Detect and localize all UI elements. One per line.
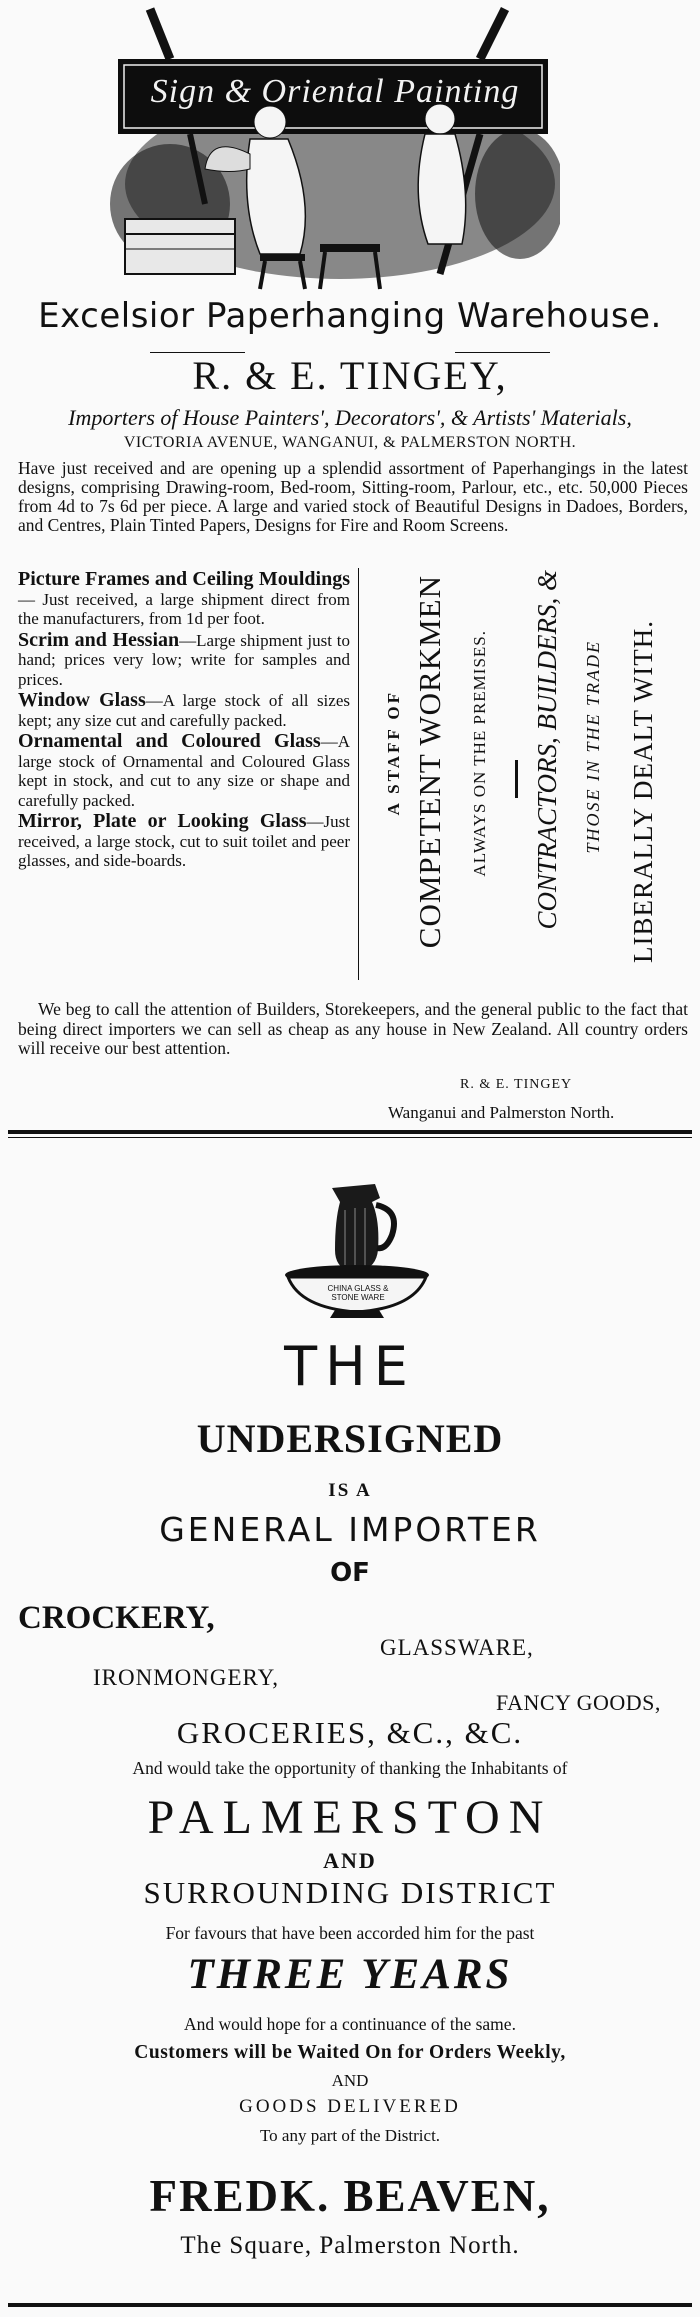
hope-line: And would hope for a continuance of the same. (184, 2014, 516, 2034)
headline: Excelsior Paperhanging Warehouse. (38, 296, 662, 336)
vertical-workmen: COMPETENT WORKMEN (412, 575, 447, 949)
item-text: —Large shipment just to hand; prices very low; write for samples and prices. (18, 630, 350, 689)
general-importer: GENERAL IMPORTER (159, 1510, 541, 1549)
thanking-line: And would take the opportunity of thanking the Inhabitants of (132, 1758, 568, 1778)
importers-line: Importers of House Painters', Decorators', & Artists' Materials, (68, 405, 632, 430)
signature: R. & E. TINGEY (460, 1077, 573, 1092)
item-title: Scrim and Hessian (18, 628, 180, 651)
item (18, 812, 350, 871)
item-title: Picture Frames and Ceiling Mouldings (18, 568, 350, 590)
vertical-contractors: CONTRACTORS, BUILDERS, & (532, 570, 562, 930)
customers-line: Customers will be Waited On for Orders Weekly, (134, 2042, 566, 2063)
the: THE (284, 1335, 416, 1398)
signature-place: Wanganui and Palmerston North. (388, 1103, 615, 1122)
fancy-goods: FANCY GOODS, (496, 1690, 661, 1715)
bottom-divider (8, 2303, 692, 2307)
surrounding-district: SURROUNDING DISTRICT (143, 1875, 557, 1910)
firm-name: R. & E. TINGEY, (192, 353, 508, 398)
favours-line: For favours that have been accorded him for the past (165, 1923, 535, 1943)
glassware: GLASSWARE, (380, 1635, 534, 1660)
goods-delivered: GOODS DELIVERED (239, 2096, 461, 2117)
item (18, 570, 350, 629)
vertical-premises: ALWAYS ON THE PREMISES. (470, 630, 489, 877)
merchant-location: The Square, Palmerston North. (180, 2232, 520, 2259)
signboard-text: Sign & Oriental Painting (150, 73, 520, 110)
and: AND (323, 1848, 377, 1873)
undersigned: UNDERSIGNED (196, 1416, 504, 1461)
divider-thick (8, 1130, 692, 1134)
is-a: IS A (328, 1480, 372, 1501)
item-title: Window Glass (18, 689, 146, 711)
footer-paragraph: We beg to call the attention of Builders, Storekeepers, and the general public to the fact that being direct importers we can sell as cheap as any house in New Zealand. All country orders will receive our best attention. (18, 999, 688, 1058)
item-text: — Just received, a large shipment direct from the manufacturers, from 1d per foot. (18, 589, 350, 628)
item-title: Ornamental and Coloured Glass (18, 730, 321, 752)
sign-painting-engraving (110, 4, 560, 294)
divider-thin (8, 1137, 692, 1138)
of: OF (330, 1558, 370, 1588)
and-2: AND (331, 2071, 369, 2090)
three-years: THREE YEARS (187, 1951, 513, 1998)
vertical-trade: THOSE IN THE TRADE (583, 640, 603, 854)
item (18, 628, 350, 690)
column-divider (358, 568, 359, 980)
vertical-liberally: LIBERALLY DEALT WITH. (628, 620, 658, 964)
item-text: —A large stock of Ornamental and Coloured Glass kept in stock, and cut to any size or shape and carefully packed. (18, 732, 350, 810)
basin-label: CHINA GLASS & STONE WARE (327, 1284, 389, 1302)
merchant-name: FREDK. BEAVEN, (149, 2171, 551, 2221)
any-part-line: To any part of the District. (259, 2126, 441, 2145)
address: VICTORIA AVENUE, WANGANUI, & PALMERSTON NORTH. (123, 434, 577, 451)
vertical-staff: A STAFF OF (384, 690, 403, 816)
item-text: —A large stock of all sizes kept; any size cut and carefully packed. (18, 691, 350, 730)
items-column (18, 570, 350, 873)
item (18, 732, 350, 810)
item-title: Mirror, Plate or Looking Glass (18, 810, 307, 832)
item (18, 691, 350, 730)
vertical-dash (515, 760, 518, 798)
item-text: —Just received, a large stock, cut to suit toilet and peer glasses, and side-boards. (18, 812, 350, 870)
intro-paragraph: Have just received and are opening up a splendid assortment of Paperhangings in the latest designs, comprising Drawing-room, Bed-room, Sitting-room, Parlour, etc., etc. 50,000 Pieces from 4d to 7s 6d per piece. A large and varied stock of Beautiful Designs in Dadoes, Borders, and Centres, Plain Tinted Papers, Designs for Fire and Room Screens. (18, 458, 688, 535)
crockery: CROCKERY, (18, 1600, 215, 1636)
palmerston: PALMERSTON (147, 1791, 553, 1844)
ironmongery: IRONMONGERY, (93, 1665, 280, 1690)
groceries: GROCERIES, &C., &C. (176, 1715, 524, 1750)
